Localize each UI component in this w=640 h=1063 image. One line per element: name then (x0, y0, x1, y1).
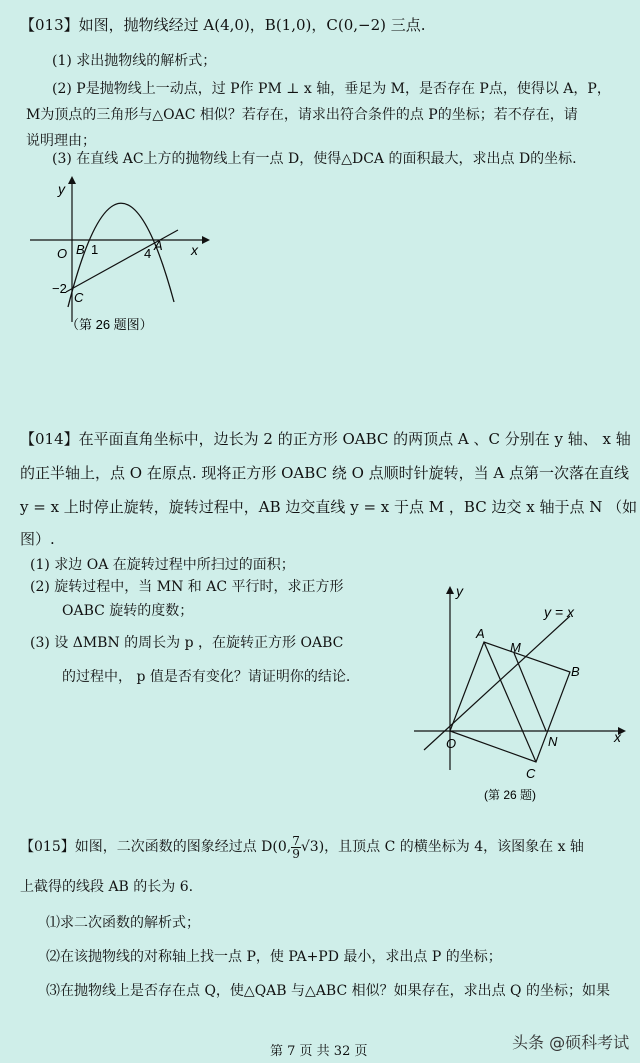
p015-fraction-denominator: 9 (292, 846, 300, 861)
p015-q2: ⑵在该抛物线的对称轴上找一点 P，使 PA+PD 最小，求出点 P 的坐标； (46, 949, 502, 965)
p014-label-x: x (614, 729, 621, 745)
p013-label-B: B (76, 242, 85, 257)
watermark: 头条 @硕科考试 (512, 1033, 630, 1052)
p013-figure (20, 172, 210, 337)
p015-line1-end: )，且顶点 C 的横坐标为 4，该图象在 x 轴 (318, 839, 584, 855)
p013-label-4: 4 (144, 246, 152, 261)
p015-line1-start: 【015】如图，二次函数的图象经过点 D(0, (20, 839, 292, 855)
p014-figure (410, 580, 632, 806)
p014-q3-line1: (3) 设 ΔMBN 的周长为 p ，在旋转正方形 OABC (30, 635, 344, 651)
p014-label-A: A (476, 626, 485, 641)
p014-line2: 的正半轴上，点 O 在原点. 现将正方形 OABC 绕 O 点顺时针旋转，当 A 点第一次落在直线 (20, 464, 630, 482)
p014-q1: (1) 求边 OA 在旋转过程中所扫过的面积； (30, 557, 295, 573)
p013-q1: (1) 求出抛物线的解析式； (52, 53, 217, 69)
p013-label-A: A (154, 238, 163, 253)
p015-sqrt: √3 (300, 839, 319, 855)
p014-y-arrow (446, 586, 454, 594)
p013-q2-line2: M为顶点的三角形与△OAC 相似？若存在，请求出符合条件的点 P的坐标；若不存在，请 (26, 107, 578, 123)
p013-label-O: O (57, 246, 68, 261)
p013-q3: (3) 在直线 AC上方的抛物线上有一点 D，使得△DCA 的面积最大，求出点 D的坐标. (52, 151, 577, 167)
p013-title: 【013】如图，抛物线经过 A(4,0)，B(1,0)，C(0,−2) 三点. (20, 16, 426, 34)
p014-caption: (第 26 题) (484, 788, 537, 802)
p013-label-C: C (74, 290, 84, 305)
p014-label-N: N (548, 734, 558, 749)
p014-diagonal-ac (484, 642, 536, 762)
p013-q2-line3: 说明理由； (26, 133, 96, 149)
p014-line1: 【014】在平面直角坐标中，边长为 2 的正方形 OABC 的两顶点 A 、C 分别在 y 轴、 x 轴 (20, 430, 631, 448)
p014-label-yx: y = x (544, 604, 574, 620)
p014-label-y: y (456, 583, 463, 599)
p013-x-arrow (202, 236, 210, 244)
p013-y-arrow (68, 176, 76, 184)
p014-segment-mn (514, 653, 546, 731)
p014-label-M: M (510, 640, 521, 655)
page-number: 第 7 页 共 32 页 (270, 1044, 368, 1059)
p014-label-O: O (446, 736, 457, 751)
p015-line2: 上截得的线段 AB 的长为 6. (20, 879, 194, 895)
p013-label-x: x (191, 242, 198, 258)
p015-line1 (20, 830, 584, 864)
p014-label-B: B (571, 664, 580, 679)
p015-fraction (291, 835, 301, 860)
p014-label-C: C (526, 766, 536, 781)
p013-label-1: 1 (91, 242, 99, 257)
p014-q2-line1: (2) 旋转过程中，当 MN 和 AC 平行时，求正方形 (30, 579, 344, 595)
p015-q3: ⑶在抛物线上是否存在点 Q，使△QAB 与△ABC 相似？如果存在，求出点 Q 的坐标；如果 (46, 983, 610, 999)
p014-line3: y = x 上时停止旋转，旋转过程中，AB 边交直线 y = x 于点 M ，BC 边交 x 轴于点 N （如 (20, 498, 638, 516)
p014-line4: 图）. (20, 530, 55, 548)
p015-fraction-numerator: 7 (292, 833, 300, 848)
p013-label-y: y (58, 181, 65, 197)
p015-q1: ⑴求二次函数的解析式； (46, 915, 200, 931)
p014-q3-line2: 的过程中， p 值是否有变化？请证明你的结论. (62, 669, 351, 685)
p014-q2-line2: OABC 旋转的度数； (62, 603, 194, 619)
p013-caption: （第 26 题图） (66, 317, 153, 332)
p013-label-neg2: −2 (52, 281, 67, 296)
p013-q2-line1: (2) P是抛物线上一动点，过 P作 PM ⊥ x 轴，垂足为 M，是否存在 P点，使得以 A，P， (52, 81, 611, 97)
